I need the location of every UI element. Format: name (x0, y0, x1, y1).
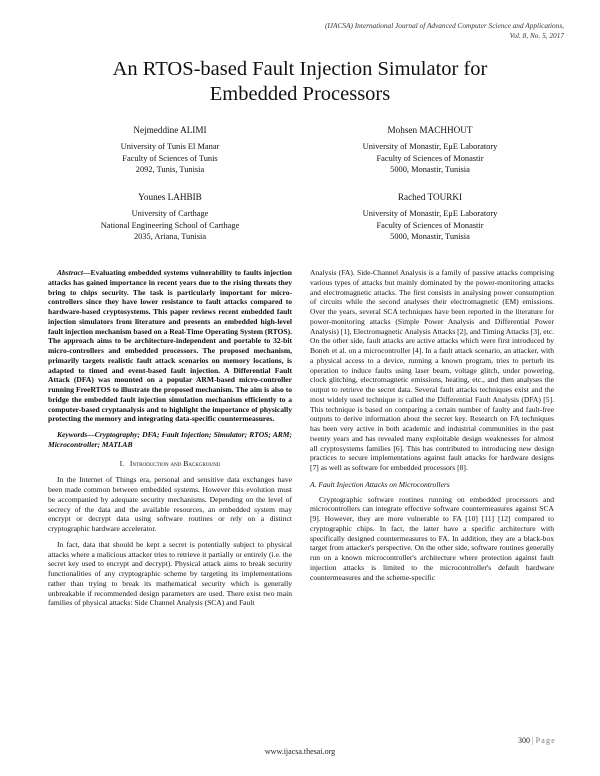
author-name: Younes LAHBIB (138, 192, 202, 202)
subsection-title: Fault Injection Attacks on Microcontrollers (318, 479, 450, 489)
abstract-dash: — (83, 268, 91, 277)
title-line-1: An RTOS-based Fault Injection Simulator for (112, 58, 488, 80)
footer-url[interactable]: www.ijacsa.thesai.org (264, 747, 336, 756)
section-title: Introduction and Background (129, 458, 221, 468)
author-affiliation: Faculty of Sciences of Monastir (376, 153, 484, 163)
paragraph: Cryptographic software routines running on embedded processors and microcontrollers can integrate effective software countermeasures against SCA [9]. However, they are more vulnerable to FA [10] [11] [12] compared to cryptographic chips. In fact, the latter have a specific architecture with specifically designed countermeasures to FA. In addition, they are a black-box target from attacker's perspective. On the other side, software routines generally run on a known microcontroller's architecture where protection against fault injection attacks is limited to the microcontroller's default hardware countermeasures and the scheme-specific (310, 494, 554, 582)
author-block (40, 192, 300, 242)
abstract-text: Evaluating embedded systems vulnerability to faults injection attacks has gained importance in recent years due to the rising threats they bring to chips security. The task is particularly important for micro-controllers since they have lower resistance to fault attacks compared to hardware-based cryptosystems. This paper reviews recent embedded fault injection simulators from literature and presents an embedded high-level fault injection mechanism based on a Real-Time Operating System (RTOS). The approach aims to be architecture-independent and portable to 32-bit micro-controllers and embedded processors. The proposed mechanism, primarily targets realistic fault attack scenarios on memory locations, is adapted to timed and event-based fault injection. A Differential Fault Attack (DFA) was mounted on a popular ARM-based micro-controller running FreeRTOS to illustrate the proposed mechanism. The aim is also to bridge the embedded fault injection simulation mechanism efficiently to a computer-based cryptanalysis and to highlight the importance of physically protecting the memory and integrating data-specific countermeasures. (48, 268, 292, 424)
journal-volume: Vol. 8, No. 5, 2017 (509, 31, 564, 40)
keywords-dash: — (87, 430, 95, 439)
author-affiliation: Faculty of Sciences of Monastir (376, 220, 484, 230)
abstract-label: Abstract (57, 268, 83, 277)
author-block (40, 125, 300, 175)
author-affiliation: University of Monastir, EμE Laboratory (362, 209, 498, 219)
paper-title (40, 57, 560, 107)
author-name: Mohsen MACHHOUT (387, 125, 473, 135)
author-name: Nejmeddine ALIMI (133, 125, 207, 135)
keywords (48, 430, 292, 450)
paragraph: Analysis (FA). Side-Channel Analysis is a family of passive attacks comprising various types of attacks but mainly dominated by the power-monitoring attacks and electromagnetic attacks. The first consists in analysing power consumption of circuits while the second analyses their electromagnetic (EM) emissions. Over the years, several SCA techniques have been reported in the literature for power-monitoring attacks (Simple Power Analysis and Differential Power Analysis) [1], Electromagnetic Analysis Attacks [2], and Timing Attacks [3], etc. On the other side, fault attacks are active attacks which were first introduced by Boneh et al. on a microcontroller [4]. In a fault attack scenario, an attacker, with a physical access to a device, running a known program, tries to perturb its operation to induce faults using laser beam, voltage glitch, under powering, clock glitching, electromagnetic emissions, heating, etc., and then analyses the output to retrieve the secret data. Several fault attacks techniques exist and the most widely used technique is called the Differential Fault Analysis (DFA) [5]. This technique is based on comparing a certain number of faulty and fault-free outputs to derive information about the secret key. Research on FA techniques has been very active in both academic and industrial communities in the past twenty years and has revealed many exploitable design weaknesses for almost all cryptosystems families [6]. This has contributed to introducing new design practices to secure implementations against fault attacks for hardware designs [7] as well as software for embedded processors [8]. (310, 268, 554, 472)
author-block (300, 125, 560, 175)
author-block (300, 192, 560, 242)
author-affiliation: Faculty of Sciences of Tunis (122, 153, 218, 163)
title-line-2: Embedded Processors (209, 83, 391, 105)
page-number-value: 300 (518, 736, 531, 745)
journal-name: (IJACSA) International Journal of Advanced Computer Science and Applications, (324, 21, 564, 30)
keywords-label: Keywords (57, 430, 88, 439)
author-name: Rached TOURKI (397, 192, 463, 202)
author-affiliation: National Engineering School of Carthage (100, 220, 240, 230)
journal-header (264, 21, 564, 41)
page-label: Page (535, 736, 556, 745)
paragraph: In the Internet of Things era, personal and sensitive data exchanges have been made common between embedded systems. However this evolution must be accompanied by adequate security mechanisms. Depending on the level of secrecy of the data and the available resources, an embedded system may encrypt or decrypt data using software routines or rely on a distinct cryptographic hardware accelerator. (48, 475, 292, 533)
author-address: 5000, Monastir, Tunisia (390, 231, 470, 241)
author-address: 2092, Tunis, Tunisia (135, 164, 205, 174)
author-affiliation: University of Carthage (131, 209, 209, 219)
left-column (48, 268, 292, 608)
subsection-heading (310, 480, 554, 490)
author-address: 5000, Monastir, Tunisia (390, 164, 470, 174)
author-affiliation: University of Tunis El Manar (120, 142, 220, 152)
keywords-text: Cryptography; DFA; Fault Injection; Simulator; RTOS; ARM; Microcontroller; MATLAB (48, 430, 292, 449)
right-column (310, 268, 554, 582)
section-heading (48, 459, 292, 469)
subsection-label: A. (310, 479, 317, 489)
paragraph: In fact, data that should be kept a secret is potentially subject to physical attacks where a malicious attacker tries to retrieve it partially or entirely (i.e. the secret key used to encrypt and decrypt). Physical attack aims to break security functionalities of any cryptographic scheme by targeting its implementations rather than trying to break its mathematical security which is generally unbreakable if recommended design parameters are used. There exist two main families of physical attacks: Side Channel Analysis (SCA) and Fault (48, 539, 292, 608)
section-number: I. (119, 458, 125, 468)
author-affiliation: University of Monastir, EμE Laboratory (362, 142, 498, 152)
abstract (48, 268, 292, 424)
page-number (518, 736, 556, 745)
author-address: 2035, Ariana, Tunisia (133, 231, 207, 241)
page-separator: | (532, 736, 534, 745)
